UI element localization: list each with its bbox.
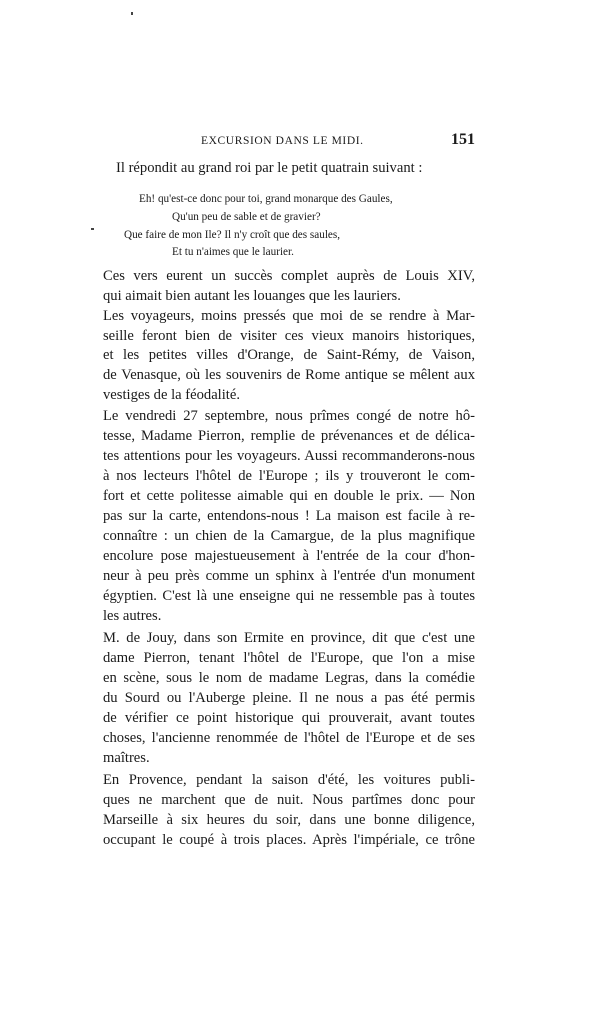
running-header (103, 133, 475, 153)
text-line: Marseille à six heures du soir, dans une bonne diligence, (103, 812, 475, 828)
verse-line: Que faire de mon Ile? Il n'y croît que des saules, (124, 229, 341, 241)
text-line: qui aimait bien autant les louanges que les lauriers. (103, 288, 401, 304)
text-line: égyptien. C'est là une enseigne qui ne ressemble pas à toutes (103, 588, 475, 604)
text-line: ques ne marchent que de nuit. Nous partîmes donc pour (103, 792, 475, 808)
text-line: Les voyageurs, moins pressés que moi de se rendre à Mar- (103, 308, 475, 324)
text-line: les autres. (103, 608, 162, 624)
text-line: en scène, sous le nom de madame Legras, dans la comédie (103, 670, 475, 686)
text-line: occupant le coupé à trois places. Après l'impériale, ce trône (103, 832, 475, 848)
text-line: et les petites villes d'Orange, de Saint-Rémy, de Vaison, (103, 347, 475, 363)
text-line: tes attentions pour les voyageurs. Aussi recommanderons-nous (103, 448, 475, 464)
text-line: choses, l'ancienne renommée de l'hôtel de l'Europe et de ses (103, 730, 475, 746)
print-speck (91, 228, 94, 230)
text-line: maîtres. (103, 750, 150, 766)
text-line: du Sourd ou l'Auberge pleine. Il ne nous a pas été permis (103, 690, 475, 706)
text-line: tesse, Madame Pierron, remplie de prévenances et de délica- (103, 428, 475, 444)
text-line: dame Pierron, tenant l'hôtel de l'Europe, que l'on a mise (103, 650, 475, 666)
running-title: EXCURSION DANS LE MIDI. (201, 135, 364, 147)
text-line: Le vendredi 27 septembre, nous prîmes congé de notre hô- (103, 408, 475, 424)
text-line: de Venasque, où les souvenirs de Rome antique se mêlent aux (103, 367, 475, 383)
verse-line: Et tu n'aimes que le laurier. (172, 246, 294, 258)
verse-line: Eh! qu'est-ce donc pour toi, grand monarque des Gaules, (139, 193, 393, 205)
text-line: encolure pose majestueusement à l'entrée de la cour d'hon- (103, 548, 475, 564)
verse-line: Qu'un peu de sable et de gravier? (172, 211, 321, 223)
print-speck (131, 12, 133, 15)
text-line: fort et cette politesse aimable qui en double le prix. — Non (103, 488, 475, 504)
text-line: à nos lecteurs l'hôtel de l'Europe ; ils y trouveront le com- (103, 468, 475, 484)
text-line: seille feront bien de visiter ces vieux manoirs historiques, (103, 328, 475, 344)
text-line: neur à peu près comme un sphinx à l'entrée d'un monument (103, 568, 475, 584)
text-line: vestiges de la féodalité. (103, 387, 240, 403)
text-line: M. de Jouy, dans son Ermite en province, dit que c'est une (103, 630, 475, 646)
text-line: pas sur la carte, entendons-nous ! La maison est facile à re- (103, 508, 475, 524)
intro-line: Il répondit au grand roi par le petit quatrain suivant : (116, 160, 423, 176)
text-line: En Provence, pendant la saison d'été, les voitures publi- (103, 772, 475, 788)
page-number: 151 (451, 131, 475, 148)
text-line: de vérifier ce point historique qui prouverait, avant toutes (103, 710, 475, 726)
text-line: connaître : un chien de la Camargue, de la plus magnifique (103, 528, 475, 544)
text-line: Ces vers eurent un succès complet auprès de Louis XIV, (103, 268, 475, 284)
